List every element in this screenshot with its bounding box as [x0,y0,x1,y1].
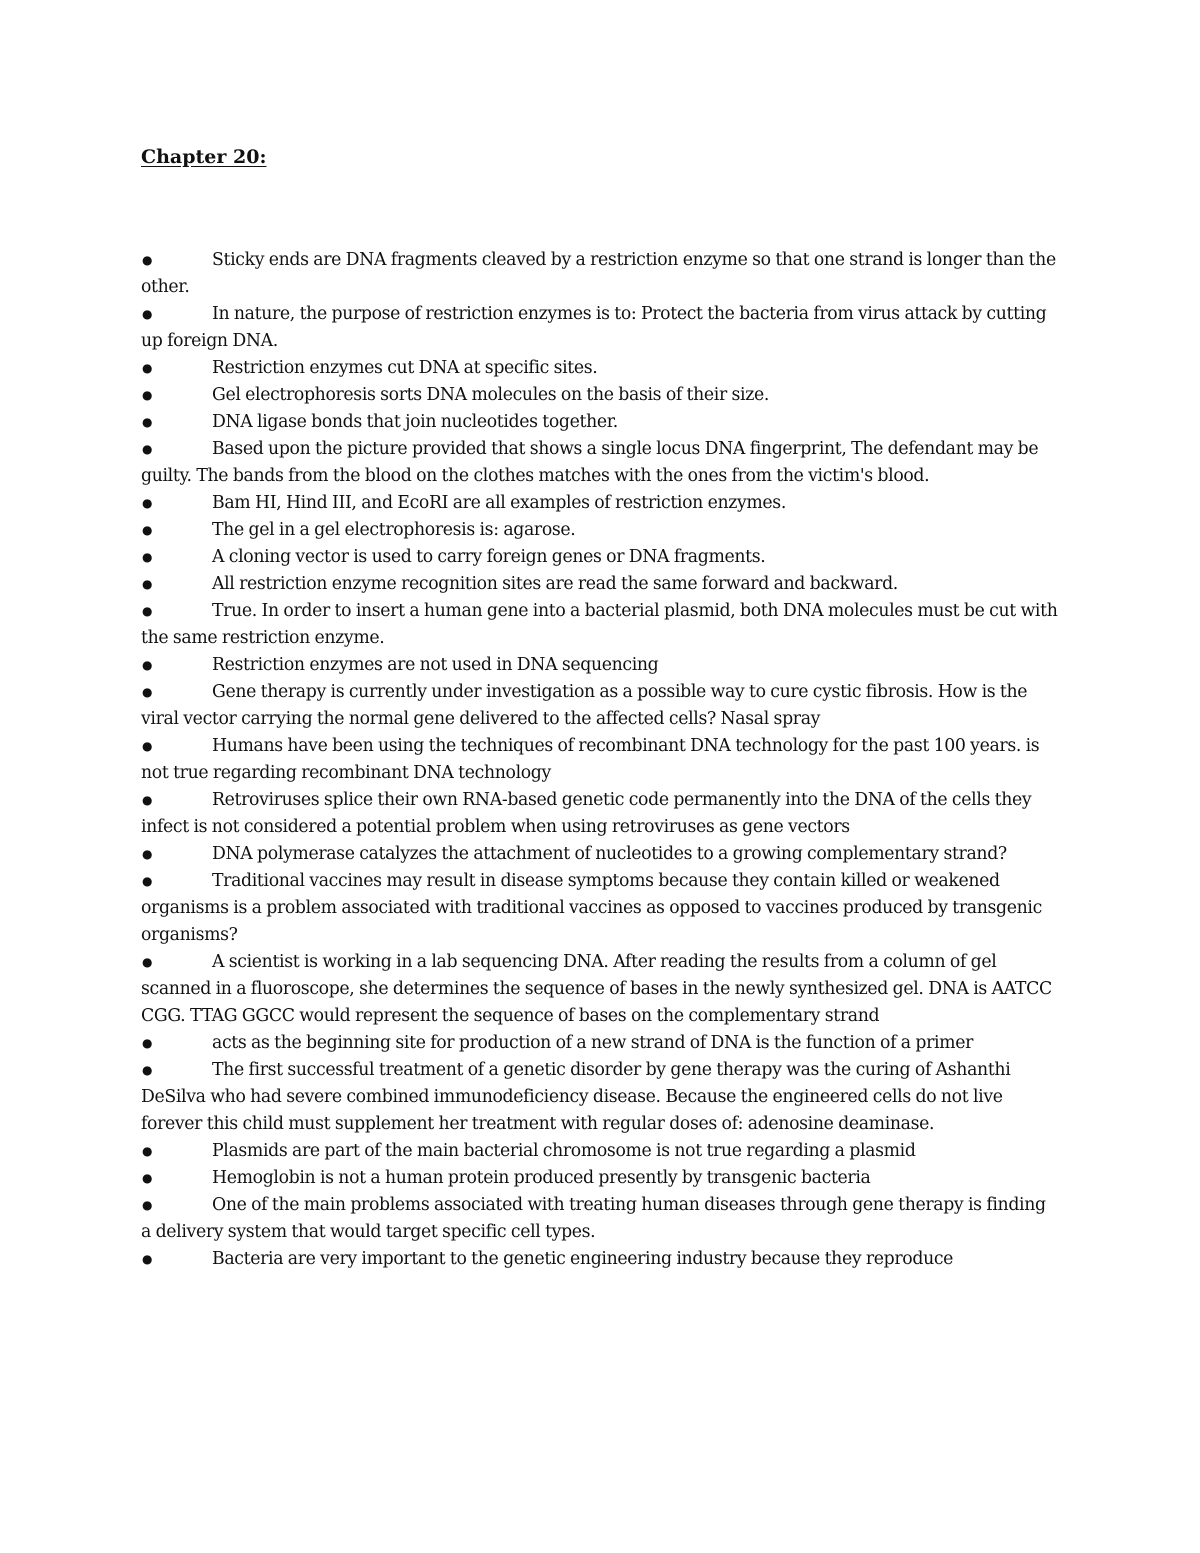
bullet-icon: ● [142,847,153,861]
list-item-text: Bacteria are very important to the genetic engineering industry because they reproduce [212,1249,954,1269]
list-item-text: Restriction enzymes are not used in DNA sequencing [212,655,659,675]
list-item [141,733,1059,787]
list-item-text: Based upon the picture provided that shows a single locus DNA fingerprint, The defendant may be guilty. The bands from the blood on the clothes matches with the ones from the victim's blood. [141,439,1039,486]
bullet-icon: ● [142,415,153,429]
bullet-icon: ● [142,685,153,699]
bullet-icon: ● [142,1171,153,1185]
bullet-icon: ● [142,523,153,537]
list-item [141,571,1059,598]
bullet-icon: ● [142,1252,153,1266]
list-item [141,436,1059,490]
chapter-title: Chapter 20: [141,146,267,168]
list-item-text: acts as the beginning site for production of a new strand of DNA is the function of a primer [212,1033,973,1053]
bullet-icon: ● [142,388,153,402]
bullet-icon: ● [142,739,153,753]
list-item [141,1138,1059,1165]
list-item [141,355,1059,382]
list-item-text: Restriction enzymes cut DNA at specific sites. [212,358,598,378]
bullet-icon: ● [142,577,153,591]
list-item-text: Traditional vaccines may result in disease symptoms because they contain killed or weakened organisms is a problem associated with traditional vaccines as opposed to vaccines produced by transgenic organisms? [141,871,1042,945]
list-item-text: True. In order to insert a human gene into a bacterial plasmid, both DNA molecules must be cut with the same restriction enzyme. [141,601,1058,648]
list-item [141,787,1059,841]
list-item [141,1165,1059,1192]
list-item-text: Gel electrophoresis sorts DNA molecules on the basis of their size. [212,385,770,405]
list-item [141,490,1059,517]
bullet-icon: ● [142,442,153,456]
list-item [141,247,1059,301]
list-item [141,544,1059,571]
bullet-icon: ● [142,1063,153,1077]
bullet-icon: ● [142,604,153,618]
list-item [141,598,1059,652]
list-item-text: A scientist is working in a lab sequencing DNA. After reading the results from a column of gel scanned in a fluoroscope, she determines the sequence of bases in the newly synthesized gel. DNA is AATCC CGG. TTAG GGCC would represent the sequence of bases on the complementary strand [141,952,1052,1026]
list-item-text: Humans have been using the techniques of recombinant DNA technology for the past 100 years. is not true regarding recombinant DNA technology [141,736,1040,783]
bullet-icon: ● [142,1198,153,1212]
bullet-icon: ● [142,1144,153,1158]
list-item [141,949,1059,1030]
list-item-text: Gene therapy is currently under investigation as a possible way to cure cystic fibrosis. How is the viral vector carrying the normal gene delivered to the affected cells? Nasal spray [141,682,1028,729]
list-item-text: The gel in a gel electrophoresis is: agarose. [212,520,576,540]
bullet-icon: ● [142,955,153,969]
list-item-text: DNA polymerase catalyzes the attachment of nucleotides to a growing complementary strand? [212,844,1007,864]
list-item [141,409,1059,436]
list-item [141,1030,1059,1057]
list-item [141,1246,1059,1273]
list-item-text: DNA ligase bonds that join nucleotides together. [212,412,618,432]
bullet-icon: ● [142,793,153,807]
list-item [141,301,1059,355]
notes-list [141,247,1059,1273]
list-item [141,517,1059,544]
bullet-icon: ● [142,550,153,564]
list-item [141,1192,1059,1246]
list-item-text: Sticky ends are DNA fragments cleaved by a restriction enzyme so that one strand is longer than the other. [141,250,1056,297]
list-item-text: Hemoglobin is not a human protein produced presently by transgenic bacteria [212,1168,871,1188]
list-item-text: Retroviruses splice their own RNA-based genetic code permanently into the DNA of the cells they infect is not considered a potential problem when using retroviruses as gene vectors [141,790,1032,837]
list-item [141,382,1059,409]
list-item [141,679,1059,733]
list-item-text: Plasmids are part of the main bacterial chromosome is not true regarding a plasmid [212,1141,916,1161]
list-item-text: A cloning vector is used to carry foreign genes or DNA fragments. [212,547,766,567]
list-item [141,868,1059,949]
bullet-icon: ● [142,874,153,888]
list-item-text: Bam HI, Hind III, and EcoRI are all examples of restriction enzymes. [212,493,786,513]
bullet-icon: ● [142,361,153,375]
list-item-text: One of the main problems associated with treating human diseases through gene therapy is finding a delivery system that would target specific cell types. [141,1195,1046,1242]
bullet-icon: ● [142,307,153,321]
list-item-text: The first successful treatment of a genetic disorder by gene therapy was the curing of Ashanthi DeSilva who had severe combined immunodeficiency disease. Because the engineered cells do not live forever this child must supplement her treatment with regular doses of: adenosine deaminase. [141,1060,1011,1134]
bullet-icon: ● [142,658,153,672]
list-item [141,841,1059,868]
list-item-text: In nature, the purpose of restriction enzymes is to: Protect the bacteria from virus attack by cutting up foreign DNA. [141,304,1047,351]
bullet-icon: ● [142,253,153,267]
list-item-text: All restriction enzyme recognition sites are read the same forward and backward. [212,574,898,594]
bullet-icon: ● [142,496,153,510]
list-item [141,1057,1059,1138]
bullet-icon: ● [142,1036,153,1050]
list-item [141,652,1059,679]
